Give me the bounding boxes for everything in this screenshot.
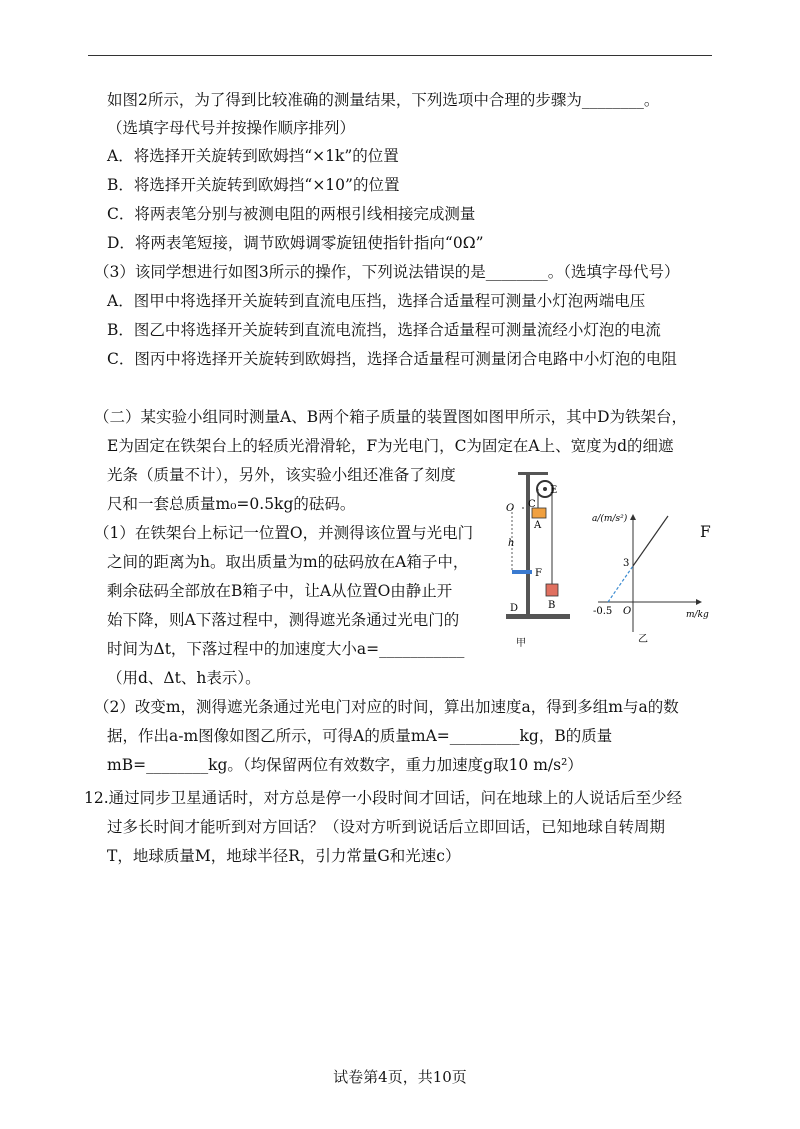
q2-line1: （2）改变m，测得遮光条通过光电门对应的时间，算出加速度a，得到多组m与a的数 xyxy=(94,698,679,716)
stray-label-f: F xyxy=(700,523,711,541)
question-12: 12.通过同步卫星通话时，对方总是停一小段时间才回话，问在地球上的人说话后至少经 xyxy=(84,789,683,807)
q2-line3: mB=________kg。（均保留两位有效数字，重力加速度g取10 m/s²） xyxy=(107,756,583,774)
q3-option-a: A．图甲中将选择开关旋转到直流电压挡，选择合适量程可测量小灯泡两端电压 xyxy=(107,292,646,310)
section-2-intro: （二）某实验小组同时测量A、B两个箱子质量的装置图如图甲所示，其中D为铁架台， xyxy=(94,408,688,426)
question-stem: 如图2所示，为了得到比较准确的测量结果，下列选项中合理的步骤为________。 xyxy=(107,91,660,109)
header-rule xyxy=(88,55,712,56)
q1-line4: 始下降，则A下落过程中，测得遮光条通过光电门的 xyxy=(107,611,460,629)
y-axis-label: a/(m/s²) xyxy=(592,514,628,524)
q1-line2: 之间的距离为h。取出质量为m的砝码放在A箱子中， xyxy=(107,553,469,571)
option-d: D．将两表笔短接，调节欧姆调零旋钮使指针指向“0Ω” xyxy=(107,234,484,252)
page-footer: 试卷第4页，共10页 xyxy=(333,1068,467,1086)
figure-jia-apparatus xyxy=(488,462,588,652)
x-axis-label: m/kg xyxy=(686,610,709,620)
figure-yi-graph xyxy=(588,502,718,652)
section-2-line3: 光条（质量不计），另外，该实验小组还准备了刻度 xyxy=(107,466,456,484)
label-a: A xyxy=(534,520,542,531)
label-e: E xyxy=(550,485,558,496)
q2-line2: 据，作出a-m图像如图乙所示，可得A的质量mA=_________kg，B的质量 xyxy=(107,727,613,745)
label-b: B xyxy=(548,600,556,611)
option-b: B．将选择开关旋转到欧姆挡“×10”的位置 xyxy=(107,176,400,194)
question-note: （选填字母代号并按操作顺序排列） xyxy=(107,119,356,137)
x-tick-label: -0.5 xyxy=(593,606,613,617)
section-2-line2: E为固定在铁架台上的轻质光滑滑轮，F为光电门，C为固定在A上、宽度为d的细遮 xyxy=(107,437,674,455)
question-12-line2: 过多长时间才能听到对方回话？（设对方听到说话后立即回话，已知地球自转周期 xyxy=(107,818,666,836)
option-a: A．将选择开关旋转到欧姆挡“×1k”的位置 xyxy=(107,147,399,165)
q1-line5: 时间为Δt，下落过程中的加速度大小a=___________ xyxy=(107,640,465,658)
q3-option-c: C．图丙中将选择开关旋转到欧姆挡，选择合适量程可测量闭合电路中小灯泡的电阻 xyxy=(107,350,677,368)
q1-line1: （1）在铁架台上标记一位置O，并测得该位置与光电门 xyxy=(94,524,474,542)
q3-option-b: B．图乙中将选择开关旋转到直流电流挡，选择合适量程可测量流经小灯泡的电流 xyxy=(107,321,661,339)
origin-label: O xyxy=(623,606,632,617)
section-2-line4: 尺和一套总质量m₀=0.5kg的砝码。 xyxy=(107,495,356,513)
extrapolated-line xyxy=(608,566,633,602)
question-12-line3: T，地球质量M，地球半径R，引力常量G和光速c） xyxy=(107,847,461,865)
option-c: C．将两表笔分别与被测电阻的两根引线相接完成测量 xyxy=(107,205,476,223)
label-f: F xyxy=(535,568,542,579)
label-d: D xyxy=(510,603,519,614)
data-line xyxy=(633,516,668,566)
label-c: C xyxy=(528,499,536,510)
question-3: （3）该同学想进行如图3所示的操作，下列说法错误的是________。（选填字母代号） xyxy=(94,263,680,281)
label-o: O xyxy=(506,503,515,514)
caption-jia: 甲 xyxy=(516,638,526,649)
q1-line6: （用d、Δt、h表示）。 xyxy=(107,669,261,687)
y-tick-label: 3 xyxy=(623,558,630,569)
q1-line3: 剩余砝码全部放在B箱子中，让A从位置O由静止开 xyxy=(107,582,453,600)
label-h: h xyxy=(508,538,515,549)
caption-yi: 乙 xyxy=(638,634,648,645)
